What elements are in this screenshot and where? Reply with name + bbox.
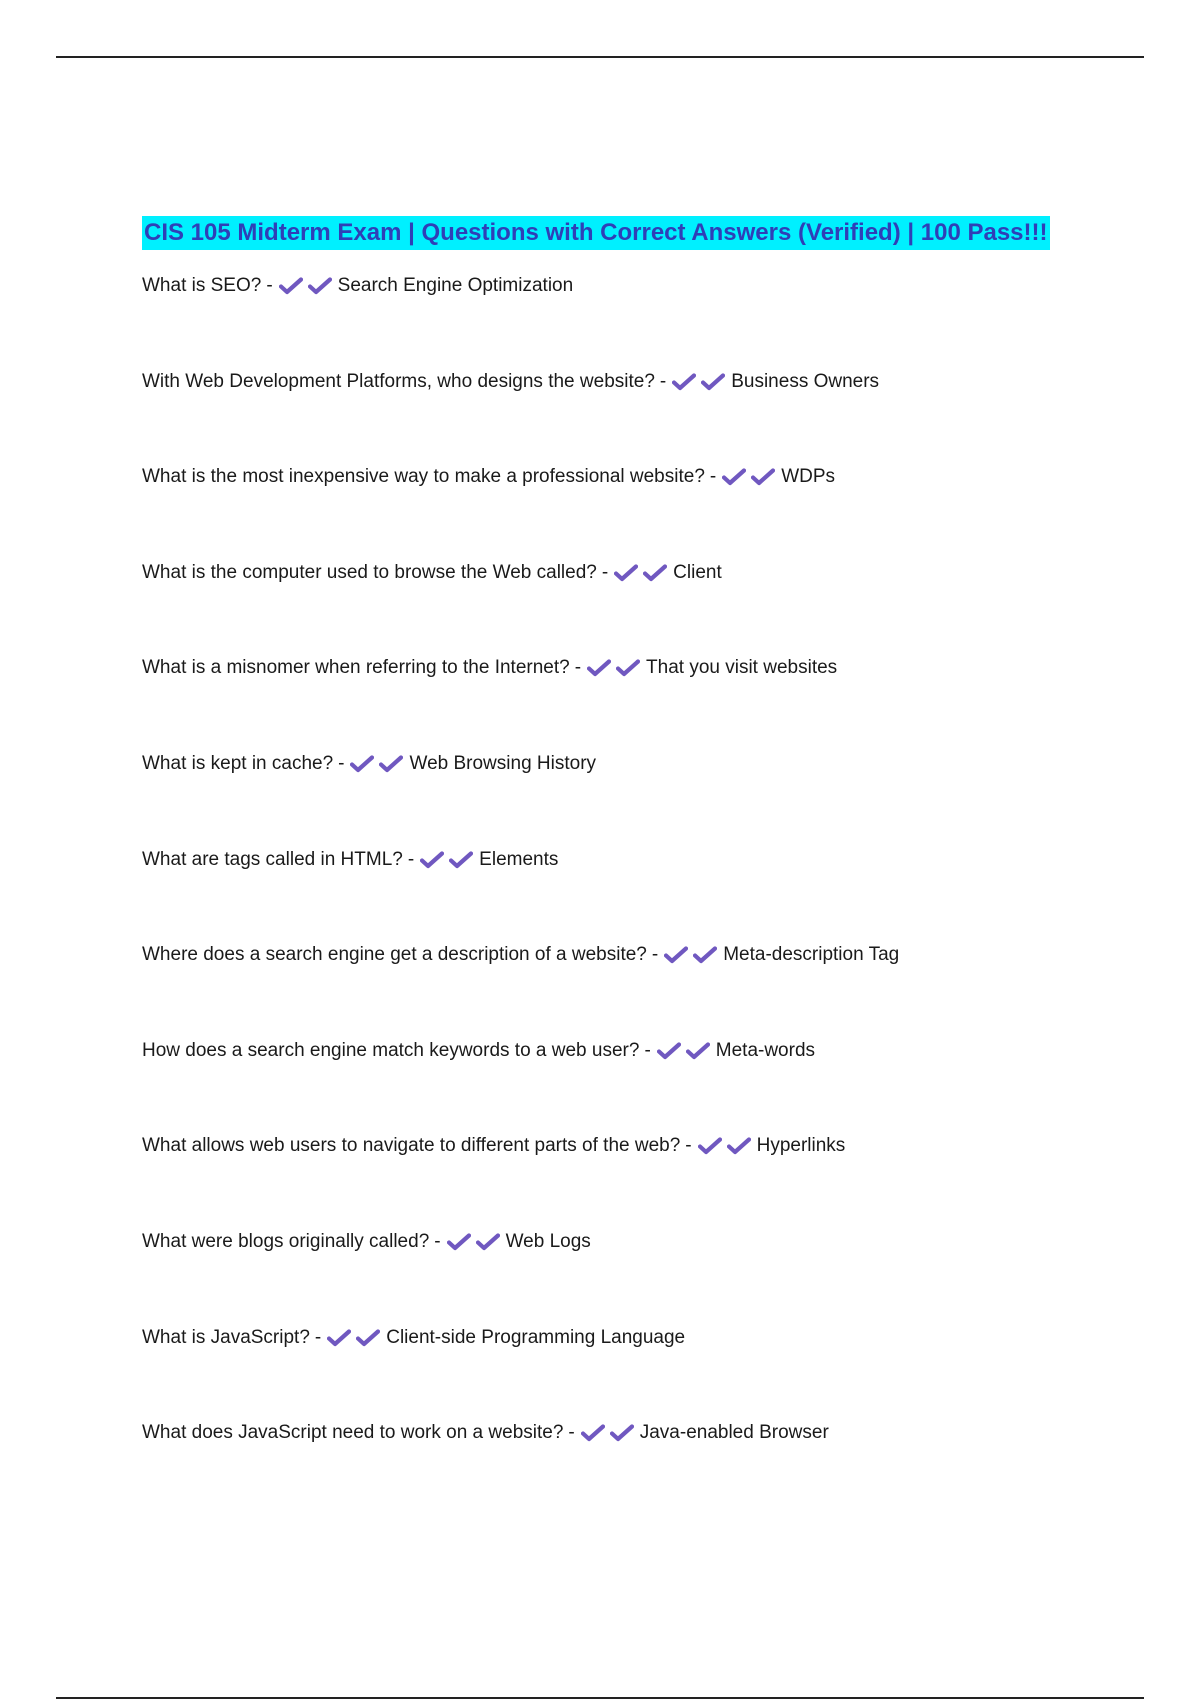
check-icon bbox=[476, 1233, 500, 1251]
question-text: What allows web users to navigate to different parts of the web? bbox=[142, 1135, 681, 1157]
check-icon bbox=[449, 851, 473, 869]
question-text: What is kept in cache? bbox=[142, 753, 334, 774]
qa-item bbox=[142, 369, 879, 395]
qa-item bbox=[142, 273, 573, 299]
separator: - bbox=[407, 848, 415, 870]
question-text: What is JavaScript? bbox=[142, 1326, 310, 1348]
separator: - bbox=[314, 1326, 322, 1348]
document-body bbox=[142, 216, 1102, 250]
check-icon bbox=[643, 564, 667, 582]
question-text: Where does a search engine get a description of a website? bbox=[142, 944, 647, 966]
check-icon bbox=[722, 468, 746, 486]
check-icon bbox=[350, 755, 374, 773]
answer-text: WDPs bbox=[781, 466, 836, 488]
separator: - bbox=[659, 370, 667, 392]
check-icon bbox=[356, 1329, 380, 1347]
question-text: What does JavaScript need to work on a website? bbox=[142, 1422, 564, 1444]
check-icon bbox=[420, 851, 444, 869]
check-icon bbox=[693, 946, 717, 964]
separator: - bbox=[574, 657, 582, 679]
answer-text: Web Logs bbox=[505, 1231, 591, 1252]
check-icon bbox=[686, 1042, 710, 1060]
answer-text: Hyperlinks bbox=[756, 1135, 846, 1157]
answer-text: Client bbox=[673, 561, 722, 583]
answer-text: Search Engine Optimization bbox=[337, 275, 574, 296]
check-icon bbox=[751, 468, 775, 486]
separator: - bbox=[651, 944, 659, 966]
answer-text: Business Owners bbox=[731, 370, 880, 392]
check-icon bbox=[379, 755, 403, 773]
check-icon bbox=[327, 1329, 351, 1347]
qa-item bbox=[142, 847, 558, 873]
question-text: What were blogs originally called? bbox=[142, 1231, 430, 1252]
question-text: How does a search engine match keywords to a web user? bbox=[142, 1039, 640, 1061]
check-icon bbox=[614, 564, 638, 582]
question-text: What is the computer used to browse the Web called? bbox=[142, 561, 597, 583]
check-icon bbox=[672, 373, 696, 391]
qa-item bbox=[142, 464, 835, 490]
check-icon bbox=[447, 1233, 471, 1251]
qa-item bbox=[142, 751, 596, 777]
check-icon bbox=[616, 659, 640, 677]
check-icon bbox=[610, 1424, 634, 1442]
check-icon bbox=[587, 659, 611, 677]
question-text: What are tags called in HTML? bbox=[142, 848, 403, 870]
separator: - bbox=[568, 1422, 575, 1444]
answer-text: That you visit websites bbox=[646, 657, 838, 679]
check-icon bbox=[701, 373, 725, 391]
answer-text: Java-enabled Browser bbox=[639, 1422, 829, 1444]
separator: - bbox=[434, 1231, 441, 1252]
answer-text: Web Browsing History bbox=[409, 753, 597, 774]
separator: - bbox=[266, 275, 273, 296]
question-text: What is a misnomer when referring to the Internet? bbox=[142, 657, 570, 679]
qa-item bbox=[142, 560, 722, 586]
answer-text: Meta-description Tag bbox=[723, 944, 900, 966]
qa-item bbox=[142, 1038, 815, 1064]
question-text: What is SEO? bbox=[142, 275, 262, 296]
qa-item bbox=[142, 1325, 685, 1351]
separator: - bbox=[338, 753, 345, 774]
question-text: What is the most inexpensive way to make a professional website? bbox=[142, 466, 705, 488]
check-icon bbox=[727, 1137, 751, 1155]
answer-text: Client-side Programming Language bbox=[386, 1326, 686, 1348]
top-divider bbox=[56, 56, 1144, 58]
qa-item bbox=[142, 655, 837, 681]
qa-item bbox=[142, 1420, 829, 1446]
bottom-divider bbox=[56, 1697, 1144, 1699]
answer-text: Meta-words bbox=[715, 1039, 816, 1061]
check-icon bbox=[698, 1137, 722, 1155]
separator: - bbox=[685, 1135, 692, 1157]
qa-item bbox=[142, 1133, 845, 1159]
qa-item bbox=[142, 1229, 591, 1255]
answer-text: Elements bbox=[479, 848, 559, 870]
check-icon bbox=[657, 1042, 681, 1060]
separator: - bbox=[601, 561, 609, 583]
separator: - bbox=[644, 1039, 651, 1061]
check-icon bbox=[581, 1424, 605, 1442]
check-icon bbox=[279, 277, 303, 295]
check-icon bbox=[664, 946, 688, 964]
check-icon bbox=[308, 277, 332, 295]
question-text: With Web Development Platforms, who designs the website? bbox=[142, 370, 655, 392]
qa-item bbox=[142, 942, 899, 968]
separator: - bbox=[709, 466, 717, 488]
document-title: CIS 105 Midterm Exam | Questions with Correct Answers (Verified) | 100 Pass!!! bbox=[142, 216, 1050, 250]
